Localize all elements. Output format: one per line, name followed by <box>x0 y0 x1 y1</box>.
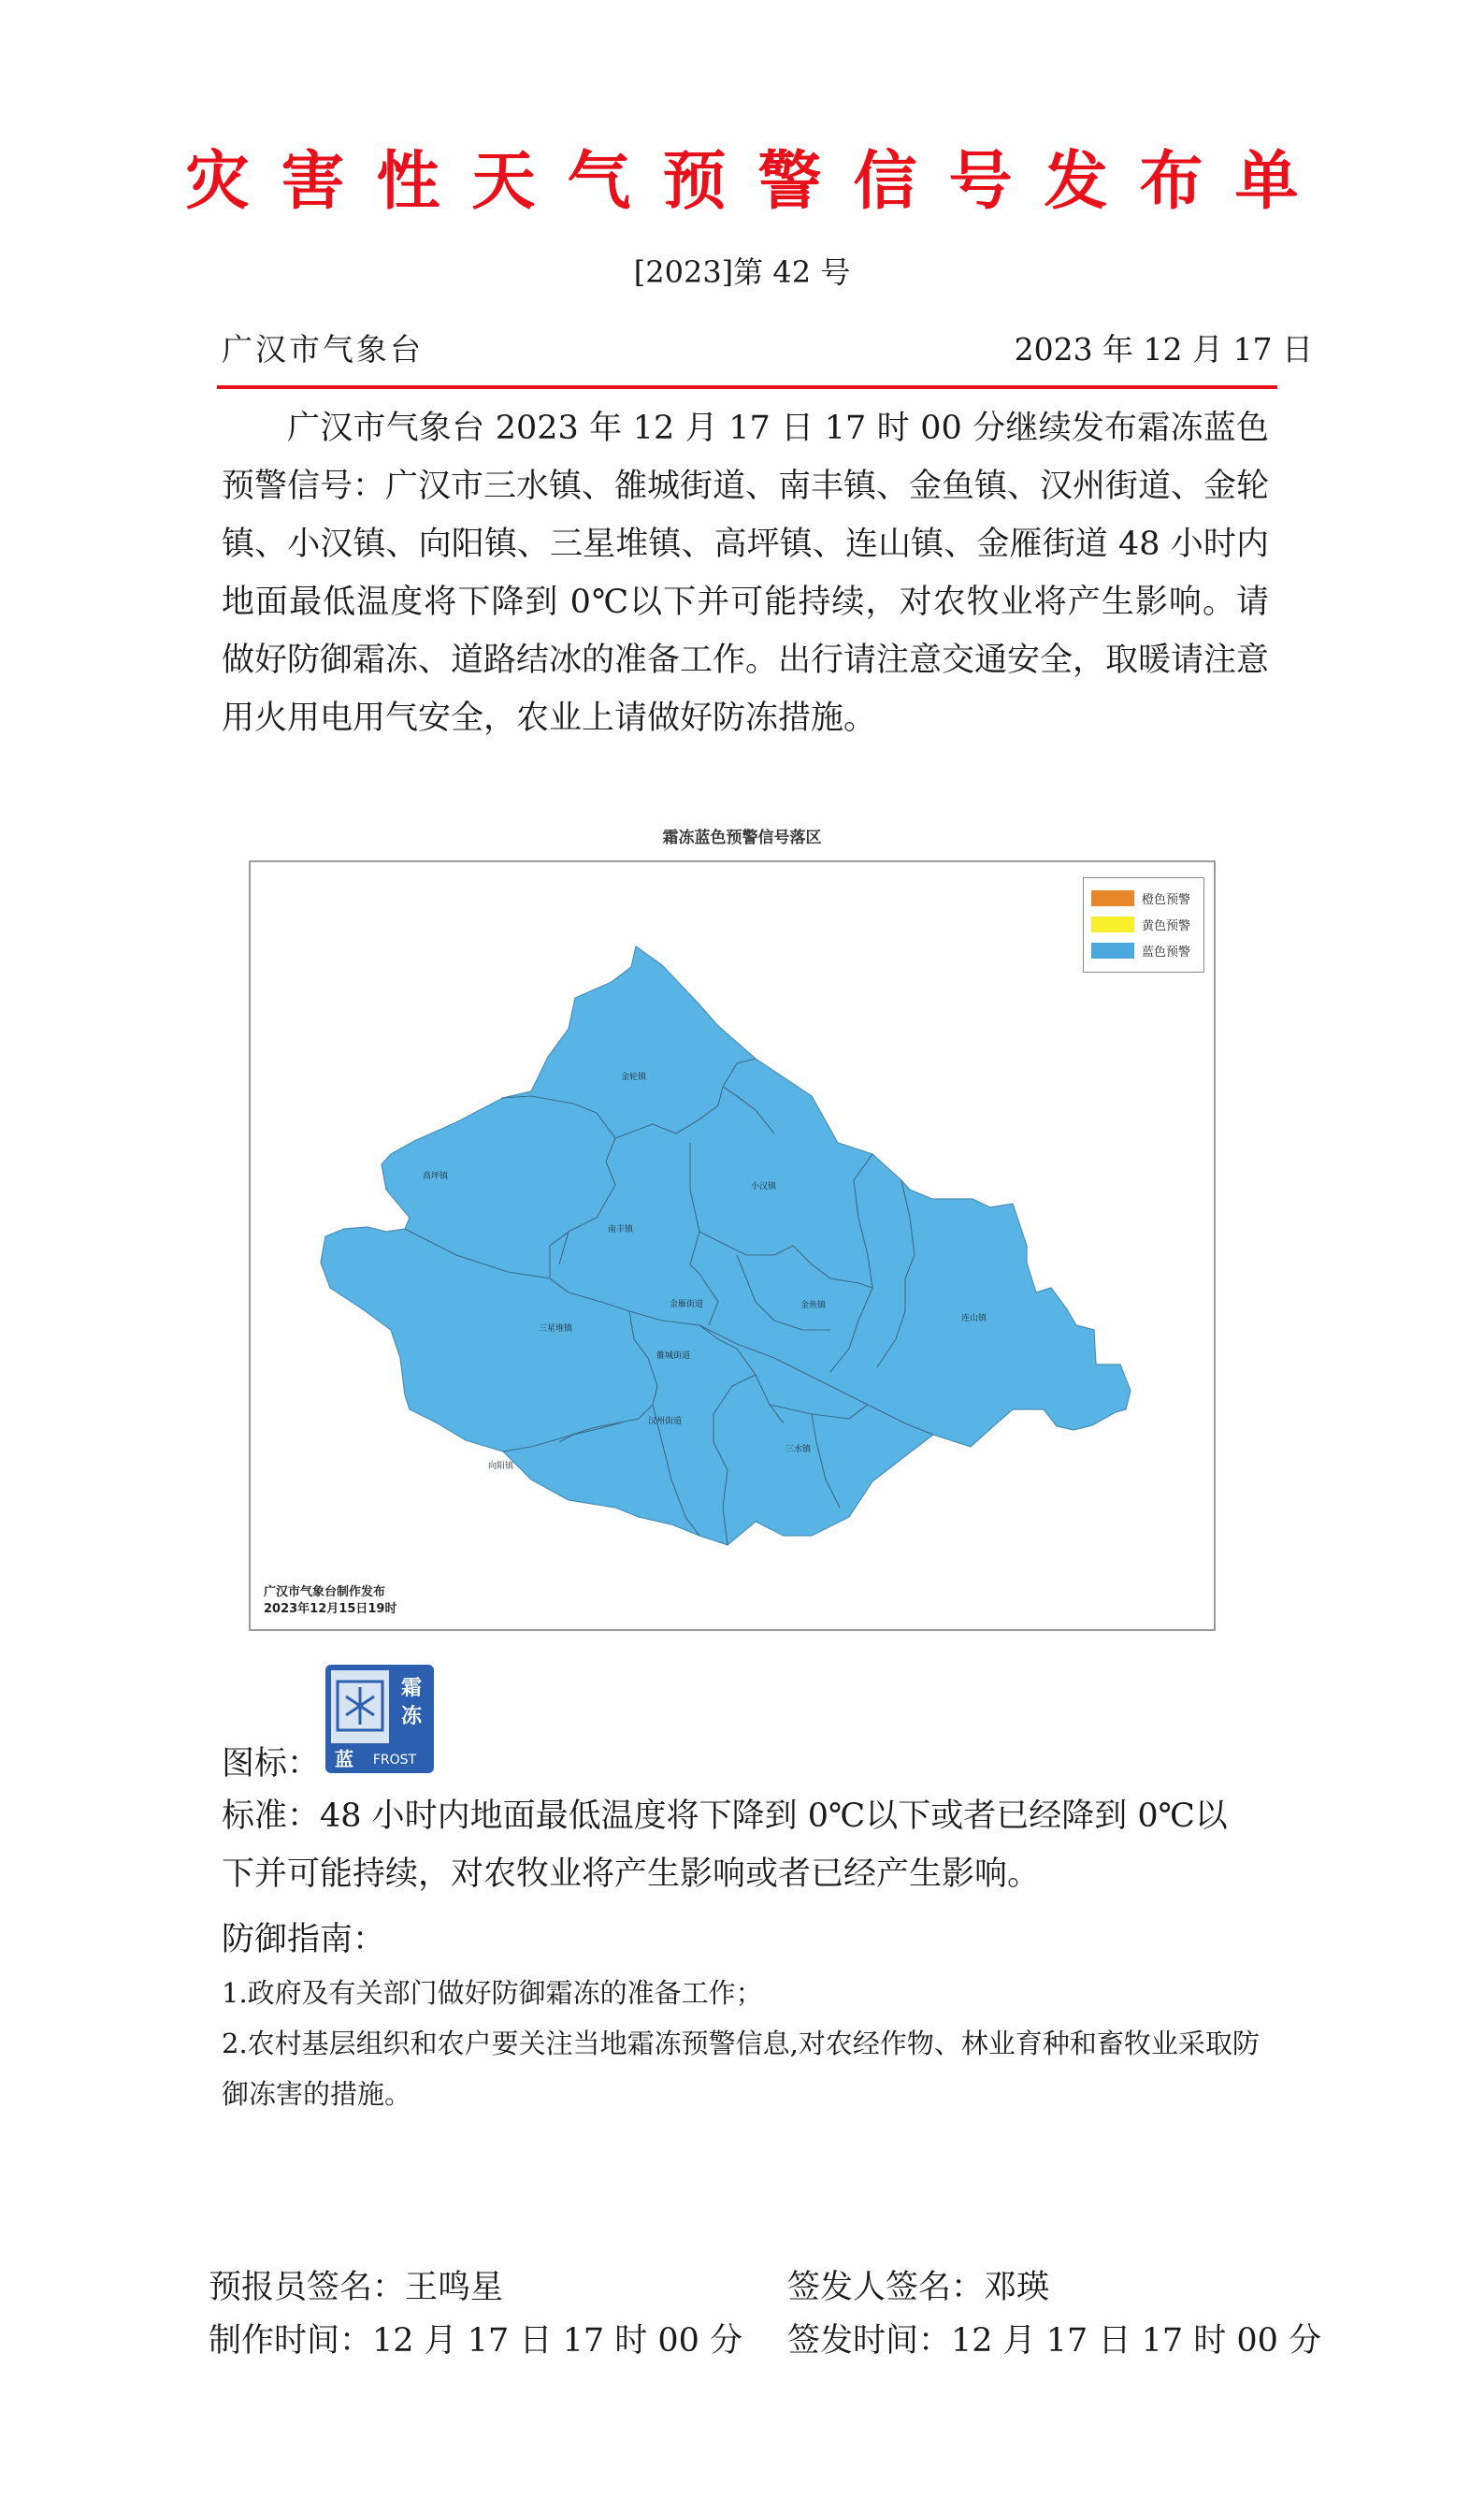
map-credit-line1: 广汉市气象台制作发布 <box>264 1585 386 1599</box>
map-legend <box>1083 877 1204 973</box>
legend-item-orange <box>1091 889 1190 906</box>
legend-label-yellow: 黄色预警 <box>1142 918 1191 933</box>
town-label-xiaohan: 小汉镇 <box>751 1182 777 1191</box>
frost-icon-graphic <box>325 1665 434 1773</box>
red-divider <box>217 385 1277 389</box>
town-label-sanshui: 三水镇 <box>785 1445 812 1454</box>
made-time: 制作时间：12 月 17 日 17 时 00 分 <box>209 2322 743 2360</box>
town-label-luocheng: 雒城街道 <box>656 1351 691 1361</box>
issue-date: 2023 年 12 月 17 日 <box>1014 331 1313 368</box>
document-title: 灾害性天气预警信号发布单 <box>185 145 1331 219</box>
warning-standard: 标准：48 小时内地面最低温度将下降到 0℃以下或者已经降到 0℃以下并可能持续，对农牧业将产生影响或者已经产生影响。 <box>222 1797 1228 1893</box>
icon-text-frost-2: 冻 <box>400 1705 423 1728</box>
guanghan-region-map <box>251 862 1214 1629</box>
icon-text-level: 蓝 <box>335 1748 353 1770</box>
defense-guide-title: 防御指南： <box>222 1921 386 1958</box>
town-label-nanfeng: 南丰镇 <box>608 1225 634 1234</box>
town-label-sanxingdui: 三星堆镇 <box>539 1324 573 1334</box>
town-label-lianshan: 连山镇 <box>961 1314 987 1323</box>
map-credit <box>264 1584 396 1618</box>
warning-area-map <box>249 860 1216 1631</box>
document-number: [2023]第 42 号 <box>633 254 851 290</box>
icon-text-en: FROST <box>372 1753 417 1768</box>
guide-item-2: 2.农村基层组织和农户要关注当地霜冻预警信息,对农经作物、林业育种和畜牧业采取防御冻害的措施。 <box>222 2028 1260 2110</box>
icon-text-frost-1: 霜 <box>400 1677 423 1700</box>
forecaster-signature: 预报员签名：王鸣星 <box>209 2269 504 2306</box>
legend-swatch-orange <box>1091 890 1134 906</box>
icon-label: 图标： <box>222 1745 321 1783</box>
frost-blue-warning-icon <box>325 1665 434 1773</box>
town-label-hanzhou: 汉州街道 <box>648 1417 683 1426</box>
region-shape <box>321 946 1131 1545</box>
town-label-jinyu: 金鱼镇 <box>800 1301 827 1310</box>
guide-item-1: 1.政府及有关部门做好防御霜冻的准备工作； <box>222 1977 763 2009</box>
legend-item-yellow <box>1091 916 1190 932</box>
issue-time: 签发时间：12 月 17 日 17 时 00 分 <box>787 2322 1322 2360</box>
town-label-jinyan: 金雁街道 <box>670 1300 704 1309</box>
map-title: 霜冻蓝色预警信号落区 <box>662 829 822 847</box>
legend-item-blue <box>1091 942 1190 959</box>
warning-body-text: 广汉市气象台 2023 年 12 月 17 日 17 时 00 分继续发布霜冻蓝色预警信号：广汉市三水镇、雒城街道、南丰镇、金鱼镇、汉州街道、金轮镇、小汉镇、向阳镇、三星堆镇、高坪镇、连山镇、金雁街道 48 小时内地面最低温度将下降到 0℃以下并可能持续，对农牧业将产生影响。请做好防御霜冻、道路结冰的准备工作。出行请注意交通安全，取暖请注意用火用电用气安全，农业上请做好防冻措施。 <box>222 410 1270 737</box>
issuer-name: 广汉市气象台 <box>222 331 424 368</box>
map-credit-line2: 2023年12月15日19时 <box>264 1602 397 1616</box>
town-label-xiangyang: 向阳镇 <box>488 1462 514 1471</box>
town-label-gaoping: 高坪镇 <box>423 1172 449 1181</box>
town-label-jinlun: 金轮镇 <box>621 1073 647 1082</box>
legend-swatch-yellow <box>1091 917 1134 932</box>
legend-label-blue: 蓝色预警 <box>1142 945 1191 960</box>
legend-label-orange: 橙色预警 <box>1142 892 1191 907</box>
issuer-signature: 签发人签名：邓瑛 <box>787 2269 1050 2306</box>
legend-swatch-blue <box>1091 943 1134 959</box>
defense-guide-list <box>222 1968 1260 2119</box>
